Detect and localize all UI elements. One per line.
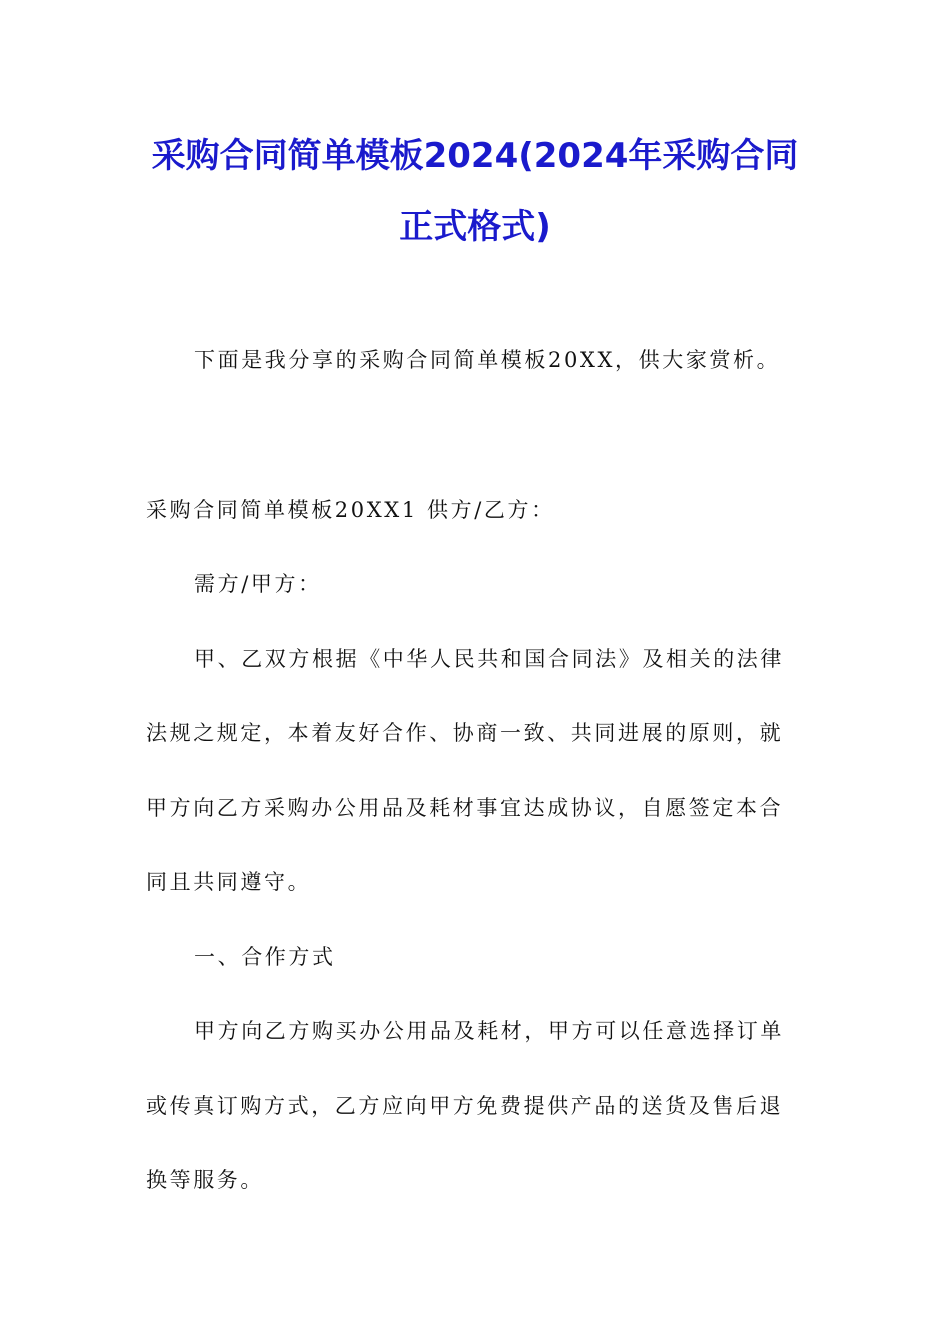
agreement-paragraph-line-1: 甲、乙双方根据《中华人民共和国合同法》及相关的法律: [194, 647, 784, 671]
cooperation-paragraph-line-3: 换等服务。: [146, 1168, 264, 1192]
buyer-line: 需方/甲方：: [194, 572, 322, 596]
document-title-line-1: 采购合同简单模板2024(2024年采购合同: [151, 136, 799, 176]
section-heading-cooperation: 一、合作方式: [194, 945, 336, 969]
agreement-paragraph-line-4: 同且共同遵守。: [146, 870, 312, 894]
intro-paragraph: 下面是我分享的采购合同简单模板20XX，供大家赏析。: [194, 348, 781, 372]
agreement-paragraph-line-3: 甲方向乙方采购办公用品及耗材事宜达成协议，自愿签定本合: [146, 796, 784, 820]
template-heading-supplier: 采购合同简单模板20XX1 供方/乙方：: [146, 498, 555, 522]
agreement-paragraph-line-2: 法规之规定，本着友好合作、协商一致、共同进展的原则，就: [146, 721, 784, 745]
document-title-line-2: 正式格式): [399, 207, 551, 247]
cooperation-paragraph-line-1: 甲方向乙方购买办公用品及耗材，甲方可以任意选择订单: [194, 1019, 784, 1043]
cooperation-paragraph-line-2: 或传真订购方式，乙方应向甲方免费提供产品的送货及售后退: [146, 1094, 784, 1118]
